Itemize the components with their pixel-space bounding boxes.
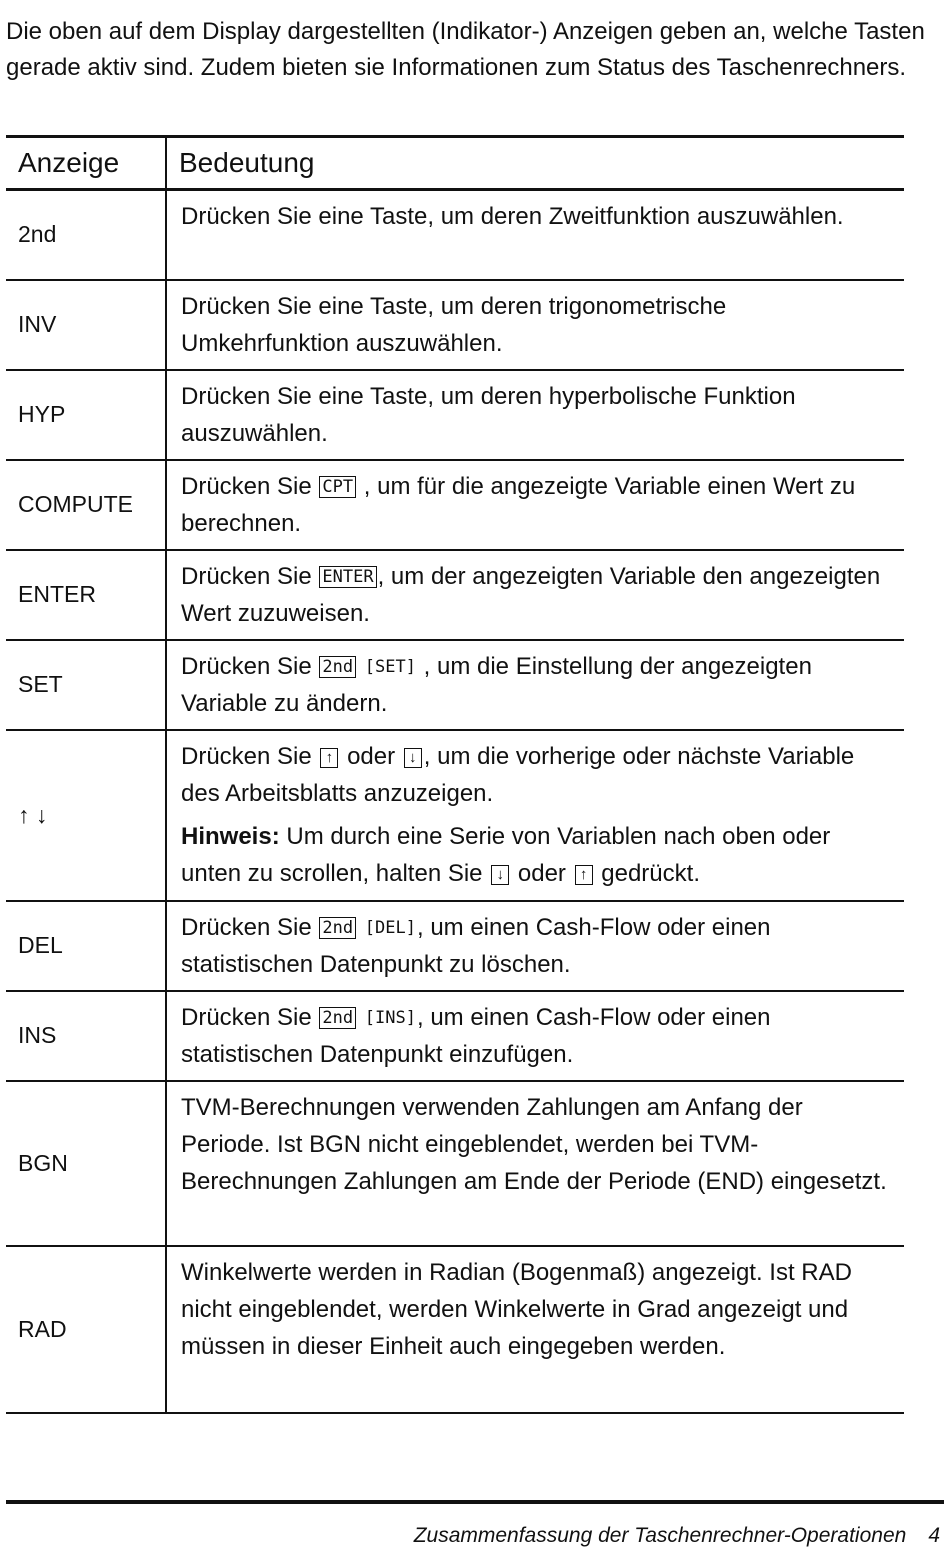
indicator-cell: INV <box>6 280 166 370</box>
meaning-text: Drücken Sie <box>181 1003 312 1031</box>
note-paragraph <box>181 818 894 892</box>
indicator-cell: BGN <box>6 1081 166 1246</box>
indicator-cell: HYP <box>6 370 166 460</box>
up-arrow-key-icon: ↑ <box>575 865 593 885</box>
table-row <box>6 280 904 370</box>
enter-key-icon: ENTER <box>319 566 376 588</box>
indicator-cell: 2nd <box>6 190 166 280</box>
indicator-cell: SET <box>6 640 166 730</box>
meaning-text: , um einen Cash-Flow oder einen statistischen Datenpunkt einzufügen. <box>181 1003 771 1068</box>
meaning-cell <box>166 901 904 991</box>
meaning-cell <box>166 991 904 1081</box>
meaning-text: Drücken Sie <box>181 913 312 941</box>
meaning-text: Drücken Sie <box>181 472 312 500</box>
meaning-cell: Drücken Sie eine Taste, um deren trigonometrische Umkehrfunktion auszuwählen. <box>166 280 904 370</box>
footer-divider <box>6 1500 944 1504</box>
indicator-cell: ENTER <box>6 550 166 640</box>
meaning-text: , um die vorherige oder nächste Variable des Arbeitsblatts anzuzeigen. <box>181 742 855 807</box>
table-header-row <box>6 137 904 190</box>
up-arrow-key-icon: ↑ <box>320 748 338 768</box>
note-label: Hinweis: <box>181 822 280 850</box>
meaning-text: , um der angezeigten Variable den angezeigten Wert zuzuweisen. <box>181 562 881 627</box>
meaning-text: Drücken Sie <box>181 562 312 590</box>
meaning-text: , um die Einstellung der angezeigten Variable zu ändern. <box>181 652 812 717</box>
column-header-meaning: Bedeutung <box>166 137 904 190</box>
meaning-text: Drücken Sie <box>181 742 312 770</box>
down-arrow-key-icon: ↓ <box>404 748 422 768</box>
meaning-text: Drücken Sie <box>181 652 312 680</box>
meaning-cell: Drücken Sie eine Taste, um deren Zweitfunktion auszuwählen. <box>166 190 904 280</box>
table-row <box>6 1081 904 1246</box>
del-key-icon: [DEL] <box>364 917 416 938</box>
cpt-key-icon: CPT <box>319 476 356 498</box>
column-header-indicator: Anzeige <box>6 137 166 190</box>
down-arrow-key-icon: ↓ <box>491 865 509 885</box>
indicator-cell: DEL <box>6 901 166 991</box>
intro-paragraph: Die oben auf dem Display dargestellten (Indikator-) Anzeigen geben an, welche Tasten gerade aktiv sind. Zudem bieten sie Informationen zum Status des Taschenrechners. <box>6 18 925 81</box>
meaning-cell: Drücken Sie eine Taste, um deren hyperbolische Funktion auszuwählen. <box>166 370 904 460</box>
page-number: 4 <box>928 1524 940 1547</box>
note-text: oder <box>517 859 566 887</box>
table-row <box>6 460 904 550</box>
table-row <box>6 1246 904 1413</box>
meaning-cell: Winkelwerte werden in Radian (Bogenmaß) angezeigt. Ist RAD nicht eingeblendet, werden Winkelwerte in Grad angezeigt und müssen in dieser Einheit auch eingegeben werden. <box>166 1246 904 1413</box>
table-row <box>6 190 904 280</box>
meaning-text: , um einen Cash-Flow oder einen statistischen Datenpunkt zu löschen. <box>181 913 771 978</box>
indicator-table <box>6 135 904 1414</box>
footer-title: Zusammenfassung der Taschenrechner-Operationen <box>413 1524 907 1547</box>
table-row <box>6 640 904 730</box>
meaning-cell <box>166 730 904 901</box>
note-text: gedrückt. <box>601 859 700 887</box>
meaning-cell <box>166 550 904 640</box>
page-footer <box>414 1524 940 1548</box>
ins-key-icon: [INS] <box>364 1007 416 1028</box>
meaning-cell <box>166 460 904 550</box>
note-text: Um durch eine Serie von Variablen nach oben oder unten zu scrollen, halten Sie <box>181 822 831 887</box>
indicator-cell: COMPUTE <box>6 460 166 550</box>
meaning-cell: TVM-Berechnungen verwenden Zahlungen am Anfang der Periode. Ist BGN nicht eingeblendet, werden bei TVM-Berechnungen Zahlungen am Ende der Periode (END) eingesetzt. <box>166 1081 904 1246</box>
indicator-cell: ↑ ↓ <box>6 730 166 901</box>
meaning-paragraph <box>181 738 894 812</box>
meaning-cell <box>166 640 904 730</box>
second-key-icon: 2nd <box>319 656 356 678</box>
set-key-icon: [SET] <box>364 656 416 677</box>
second-key-icon: 2nd <box>319 1007 356 1029</box>
meaning-text: oder <box>347 742 396 770</box>
table-row <box>6 550 904 640</box>
indicator-cell: RAD <box>6 1246 166 1413</box>
meaning-text: , um für die angezeigte Variable einen Wert zu berechnen. <box>181 472 856 537</box>
indicator-cell: INS <box>6 991 166 1081</box>
table-row <box>6 370 904 460</box>
table-row <box>6 991 904 1081</box>
table-row <box>6 901 904 991</box>
table-row <box>6 730 904 901</box>
second-key-icon: 2nd <box>319 917 356 939</box>
